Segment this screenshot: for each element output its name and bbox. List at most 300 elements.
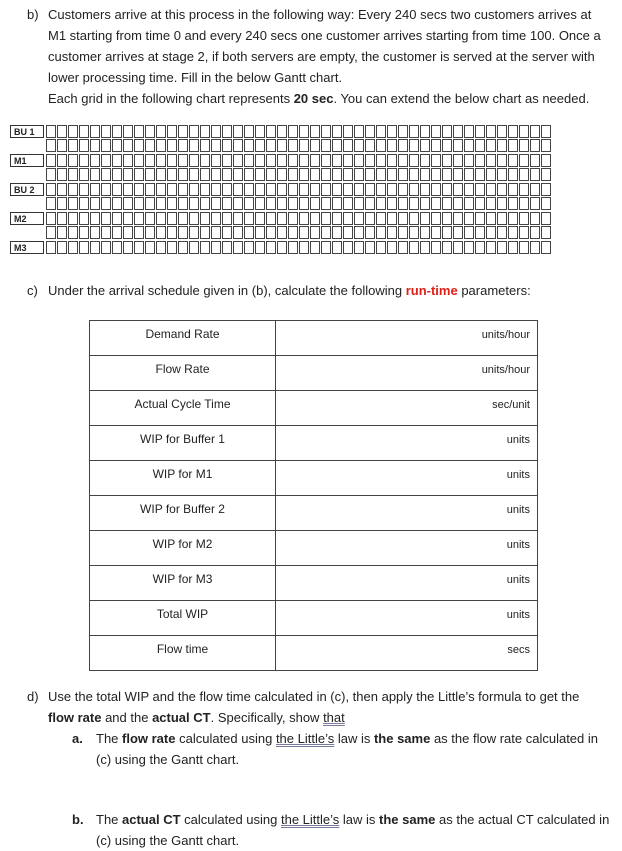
gantt-cell[interactable] xyxy=(475,183,485,196)
gantt-cell[interactable] xyxy=(57,168,67,181)
gantt-cell[interactable] xyxy=(541,226,551,239)
gantt-cell[interactable] xyxy=(68,212,78,225)
gantt-cell[interactable] xyxy=(233,197,243,210)
gantt-cell[interactable] xyxy=(475,139,485,152)
gantt-cell[interactable] xyxy=(244,125,254,138)
gantt-cell[interactable] xyxy=(145,154,155,167)
gantt-cell[interactable] xyxy=(453,197,463,210)
gantt-cell[interactable] xyxy=(244,183,254,196)
gantt-cell[interactable] xyxy=(134,125,144,138)
gantt-cell[interactable] xyxy=(475,125,485,138)
gantt-cell[interactable] xyxy=(332,212,342,225)
gantt-cell[interactable] xyxy=(508,241,518,254)
gantt-cell[interactable] xyxy=(431,168,441,181)
gantt-cell[interactable] xyxy=(288,139,298,152)
gantt-cell[interactable] xyxy=(79,212,89,225)
gantt-cell[interactable] xyxy=(321,168,331,181)
gantt-cell[interactable] xyxy=(453,139,463,152)
parameter-value-cell[interactable]: units xyxy=(276,601,538,636)
gantt-cell[interactable] xyxy=(442,197,452,210)
gantt-cell[interactable] xyxy=(189,139,199,152)
gantt-cell[interactable] xyxy=(156,183,166,196)
gantt-cell[interactable] xyxy=(332,183,342,196)
gantt-cell[interactable] xyxy=(530,241,540,254)
gantt-cell[interactable] xyxy=(79,226,89,239)
gantt-cell[interactable] xyxy=(365,154,375,167)
gantt-cell[interactable] xyxy=(255,197,265,210)
gantt-cell[interactable] xyxy=(189,168,199,181)
gantt-cell[interactable] xyxy=(530,197,540,210)
gantt-cell[interactable] xyxy=(431,226,441,239)
gantt-cell[interactable] xyxy=(475,168,485,181)
gantt-cell[interactable] xyxy=(365,241,375,254)
gantt-cell[interactable] xyxy=(508,154,518,167)
gantt-cell[interactable] xyxy=(475,212,485,225)
gantt-cell[interactable] xyxy=(497,212,507,225)
gantt-cell[interactable] xyxy=(387,125,397,138)
gantt-cell[interactable] xyxy=(277,125,287,138)
gantt-cell[interactable] xyxy=(442,125,452,138)
gantt-cell[interactable] xyxy=(332,197,342,210)
gantt-cell[interactable] xyxy=(79,197,89,210)
gantt-cell[interactable] xyxy=(530,154,540,167)
gantt-cell[interactable] xyxy=(409,197,419,210)
gantt-cell[interactable] xyxy=(200,197,210,210)
gantt-cell[interactable] xyxy=(398,139,408,152)
gantt-cell[interactable] xyxy=(211,139,221,152)
gantt-cell[interactable] xyxy=(376,139,386,152)
gantt-cell[interactable] xyxy=(332,125,342,138)
gantt-cell[interactable] xyxy=(409,125,419,138)
gantt-cell[interactable] xyxy=(343,197,353,210)
gantt-cell[interactable] xyxy=(310,226,320,239)
gantt-cell[interactable] xyxy=(266,226,276,239)
gantt-cell[interactable] xyxy=(277,154,287,167)
gantt-cell[interactable] xyxy=(156,241,166,254)
gantt-cell[interactable] xyxy=(519,168,529,181)
gantt-cell[interactable] xyxy=(508,168,518,181)
gantt-cell[interactable] xyxy=(321,212,331,225)
gantt-cell[interactable] xyxy=(189,197,199,210)
gantt-cell[interactable] xyxy=(541,139,551,152)
gantt-cell[interactable] xyxy=(145,241,155,254)
gantt-cell[interactable] xyxy=(101,241,111,254)
gantt-cell[interactable] xyxy=(233,139,243,152)
gantt-cell[interactable] xyxy=(167,197,177,210)
gantt-cell[interactable] xyxy=(222,212,232,225)
gantt-cell[interactable] xyxy=(79,183,89,196)
gantt-cell[interactable] xyxy=(145,197,155,210)
gantt-cell[interactable] xyxy=(497,168,507,181)
gantt-cell[interactable] xyxy=(409,226,419,239)
gantt-cell[interactable] xyxy=(189,154,199,167)
gantt-cell[interactable] xyxy=(200,226,210,239)
gantt-cell[interactable] xyxy=(255,241,265,254)
gantt-cell[interactable] xyxy=(90,241,100,254)
gantt-cell[interactable] xyxy=(530,212,540,225)
parameter-value-cell[interactable]: units xyxy=(276,496,538,531)
gantt-cell[interactable] xyxy=(68,241,78,254)
gantt-cell[interactable] xyxy=(376,125,386,138)
gantt-cell[interactable] xyxy=(486,241,496,254)
gantt-cell[interactable] xyxy=(354,125,364,138)
gantt-cell[interactable] xyxy=(57,226,67,239)
gantt-cell[interactable] xyxy=(288,197,298,210)
gantt-cell[interactable] xyxy=(530,226,540,239)
gantt-cell[interactable] xyxy=(233,241,243,254)
gantt-cell[interactable] xyxy=(266,139,276,152)
gantt-cell[interactable] xyxy=(365,139,375,152)
gantt-cell[interactable] xyxy=(46,125,56,138)
gantt-cell[interactable] xyxy=(277,241,287,254)
gantt-cell[interactable] xyxy=(101,183,111,196)
gantt-cell[interactable] xyxy=(178,241,188,254)
gantt-cell[interactable] xyxy=(123,183,133,196)
gantt-cell[interactable] xyxy=(101,154,111,167)
gantt-cell[interactable] xyxy=(222,154,232,167)
gantt-cell[interactable] xyxy=(145,212,155,225)
gantt-cell[interactable] xyxy=(233,226,243,239)
gantt-cell[interactable] xyxy=(497,154,507,167)
gantt-cell[interactable] xyxy=(211,197,221,210)
gantt-cell[interactable] xyxy=(376,212,386,225)
gantt-cell[interactable] xyxy=(398,125,408,138)
gantt-cell[interactable] xyxy=(255,226,265,239)
gantt-cell[interactable] xyxy=(288,241,298,254)
gantt-cell[interactable] xyxy=(167,168,177,181)
gantt-cell[interactable] xyxy=(222,183,232,196)
gantt-cell[interactable] xyxy=(90,212,100,225)
gantt-cell[interactable] xyxy=(310,168,320,181)
gantt-cell[interactable] xyxy=(299,183,309,196)
gantt-cell[interactable] xyxy=(79,241,89,254)
gantt-cell[interactable] xyxy=(156,139,166,152)
gantt-cell[interactable] xyxy=(189,226,199,239)
gantt-cell[interactable] xyxy=(541,183,551,196)
gantt-cell[interactable] xyxy=(299,154,309,167)
gantt-cell[interactable] xyxy=(409,139,419,152)
gantt-cell[interactable] xyxy=(376,154,386,167)
gantt-cell[interactable] xyxy=(277,197,287,210)
gantt-cell[interactable] xyxy=(343,139,353,152)
gantt-cell[interactable] xyxy=(134,212,144,225)
gantt-cell[interactable] xyxy=(387,154,397,167)
gantt-cell[interactable] xyxy=(387,241,397,254)
gantt-cell[interactable] xyxy=(134,139,144,152)
gantt-cell[interactable] xyxy=(112,125,122,138)
gantt-cell[interactable] xyxy=(112,154,122,167)
gantt-cell[interactable] xyxy=(376,168,386,181)
gantt-cell[interactable] xyxy=(233,154,243,167)
gantt-cell[interactable] xyxy=(354,226,364,239)
gantt-cell[interactable] xyxy=(376,197,386,210)
gantt-cell[interactable] xyxy=(486,168,496,181)
gantt-cell[interactable] xyxy=(486,139,496,152)
gantt-cell[interactable] xyxy=(233,125,243,138)
gantt-cell[interactable] xyxy=(442,139,452,152)
gantt-cell[interactable] xyxy=(211,241,221,254)
gantt-cell[interactable] xyxy=(530,168,540,181)
gantt-cell[interactable] xyxy=(431,183,441,196)
gantt-cell[interactable] xyxy=(167,154,177,167)
gantt-cell[interactable] xyxy=(266,197,276,210)
gantt-cell[interactable] xyxy=(475,241,485,254)
gantt-cell[interactable] xyxy=(189,125,199,138)
gantt-cell[interactable] xyxy=(420,125,430,138)
gantt-cell[interactable] xyxy=(442,183,452,196)
gantt-cell[interactable] xyxy=(57,241,67,254)
gantt-cell[interactable] xyxy=(200,125,210,138)
gantt-cell[interactable] xyxy=(46,197,56,210)
gantt-cell[interactable] xyxy=(46,139,56,152)
gantt-cell[interactable] xyxy=(123,197,133,210)
gantt-cell[interactable] xyxy=(541,154,551,167)
gantt-cell[interactable] xyxy=(321,139,331,152)
gantt-cell[interactable] xyxy=(145,183,155,196)
gantt-cell[interactable] xyxy=(310,139,320,152)
gantt-cell[interactable] xyxy=(255,139,265,152)
gantt-cell[interactable] xyxy=(101,212,111,225)
gantt-cell[interactable] xyxy=(211,183,221,196)
gantt-cell[interactable] xyxy=(222,226,232,239)
gantt-cell[interactable] xyxy=(46,168,56,181)
gantt-cell[interactable] xyxy=(57,212,67,225)
gantt-cell[interactable] xyxy=(46,154,56,167)
gantt-cell[interactable] xyxy=(442,226,452,239)
gantt-cell[interactable] xyxy=(101,197,111,210)
gantt-cell[interactable] xyxy=(112,168,122,181)
gantt-cell[interactable] xyxy=(464,197,474,210)
gantt-cell[interactable] xyxy=(90,183,100,196)
gantt-cell[interactable] xyxy=(156,226,166,239)
gantt-cell[interactable] xyxy=(178,154,188,167)
gantt-cell[interactable] xyxy=(519,154,529,167)
parameter-value-cell[interactable]: units/hour xyxy=(276,321,538,356)
gantt-cell[interactable] xyxy=(420,168,430,181)
gantt-cell[interactable] xyxy=(354,168,364,181)
gantt-cell[interactable] xyxy=(365,226,375,239)
gantt-cell[interactable] xyxy=(431,139,441,152)
gantt-cell[interactable] xyxy=(486,183,496,196)
gantt-cell[interactable] xyxy=(211,154,221,167)
gantt-cell[interactable] xyxy=(134,241,144,254)
gantt-cell[interactable] xyxy=(200,154,210,167)
gantt-cell[interactable] xyxy=(343,125,353,138)
gantt-cell[interactable] xyxy=(332,168,342,181)
gantt-cell[interactable] xyxy=(409,168,419,181)
gantt-cell[interactable] xyxy=(299,125,309,138)
gantt-cell[interactable] xyxy=(354,241,364,254)
gantt-cell[interactable] xyxy=(200,212,210,225)
gantt-cell[interactable] xyxy=(299,168,309,181)
gantt-cell[interactable] xyxy=(420,139,430,152)
gantt-cell[interactable] xyxy=(376,241,386,254)
gantt-cell[interactable] xyxy=(354,154,364,167)
gantt-cell[interactable] xyxy=(409,154,419,167)
gantt-cell[interactable] xyxy=(387,197,397,210)
gantt-cell[interactable] xyxy=(453,168,463,181)
gantt-cell[interactable] xyxy=(409,212,419,225)
gantt-cell[interactable] xyxy=(299,241,309,254)
gantt-cell[interactable] xyxy=(464,125,474,138)
gantt-cell[interactable] xyxy=(90,197,100,210)
gantt-cell[interactable] xyxy=(112,241,122,254)
gantt-cell[interactable] xyxy=(112,226,122,239)
gantt-cell[interactable] xyxy=(145,125,155,138)
gantt-cell[interactable] xyxy=(541,212,551,225)
gantt-cell[interactable] xyxy=(112,139,122,152)
gantt-cell[interactable] xyxy=(387,226,397,239)
gantt-cell[interactable] xyxy=(167,125,177,138)
gantt-cell[interactable] xyxy=(222,139,232,152)
gantt-cell[interactable] xyxy=(321,125,331,138)
gantt-cell[interactable] xyxy=(178,139,188,152)
gantt-cell[interactable] xyxy=(442,241,452,254)
gantt-cell[interactable] xyxy=(79,168,89,181)
gantt-cell[interactable] xyxy=(167,183,177,196)
gantt-cell[interactable] xyxy=(519,183,529,196)
parameter-value-cell[interactable]: units xyxy=(276,426,538,461)
gantt-cell[interactable] xyxy=(464,183,474,196)
gantt-cell[interactable] xyxy=(387,212,397,225)
gantt-cell[interactable] xyxy=(57,125,67,138)
gantt-cell[interactable] xyxy=(79,125,89,138)
gantt-cell[interactable] xyxy=(321,226,331,239)
gantt-cell[interactable] xyxy=(365,197,375,210)
gantt-cell[interactable] xyxy=(541,197,551,210)
gantt-cell[interactable] xyxy=(288,183,298,196)
gantt-cell[interactable] xyxy=(519,241,529,254)
gantt-cell[interactable] xyxy=(46,226,56,239)
gantt-cell[interactable] xyxy=(57,197,67,210)
gantt-cell[interactable] xyxy=(464,168,474,181)
gantt-cell[interactable] xyxy=(343,168,353,181)
parameter-value-cell[interactable]: secs xyxy=(276,636,538,671)
gantt-cell[interactable] xyxy=(387,139,397,152)
gantt-cell[interactable] xyxy=(123,226,133,239)
gantt-cell[interactable] xyxy=(398,226,408,239)
gantt-cell[interactable] xyxy=(497,139,507,152)
gantt-cell[interactable] xyxy=(288,125,298,138)
gantt-cell[interactable] xyxy=(68,139,78,152)
gantt-cell[interactable] xyxy=(343,154,353,167)
gantt-cell[interactable] xyxy=(431,197,441,210)
gantt-cell[interactable] xyxy=(508,183,518,196)
gantt-cell[interactable] xyxy=(178,125,188,138)
gantt-cell[interactable] xyxy=(222,197,232,210)
gantt-cell[interactable] xyxy=(497,241,507,254)
gantt-cell[interactable] xyxy=(211,125,221,138)
gantt-cell[interactable] xyxy=(332,241,342,254)
gantt-cell[interactable] xyxy=(299,226,309,239)
gantt-cell[interactable] xyxy=(530,183,540,196)
gantt-cell[interactable] xyxy=(277,226,287,239)
gantt-cell[interactable] xyxy=(178,226,188,239)
gantt-cell[interactable] xyxy=(233,168,243,181)
gantt-cell[interactable] xyxy=(57,183,67,196)
gantt-cell[interactable] xyxy=(464,139,474,152)
gantt-cell[interactable] xyxy=(420,154,430,167)
gantt-cell[interactable] xyxy=(398,183,408,196)
gantt-cell[interactable] xyxy=(189,183,199,196)
gantt-cell[interactable] xyxy=(167,212,177,225)
gantt-cell[interactable] xyxy=(288,168,298,181)
gantt-cell[interactable] xyxy=(90,226,100,239)
gantt-cell[interactable] xyxy=(332,139,342,152)
gantt-cell[interactable] xyxy=(288,212,298,225)
gantt-cell[interactable] xyxy=(464,241,474,254)
gantt-cell[interactable] xyxy=(486,226,496,239)
gantt-cell[interactable] xyxy=(464,226,474,239)
gantt-cell[interactable] xyxy=(79,154,89,167)
gantt-cell[interactable] xyxy=(266,212,276,225)
gantt-cell[interactable] xyxy=(464,154,474,167)
gantt-cell[interactable] xyxy=(134,154,144,167)
gantt-cell[interactable] xyxy=(90,154,100,167)
gantt-cell[interactable] xyxy=(398,197,408,210)
gantt-cell[interactable] xyxy=(431,241,441,254)
gantt-cell[interactable] xyxy=(486,197,496,210)
gantt-cell[interactable] xyxy=(310,241,320,254)
gantt-cell[interactable] xyxy=(277,183,287,196)
gantt-cell[interactable] xyxy=(310,197,320,210)
gantt-cell[interactable] xyxy=(453,154,463,167)
gantt-cell[interactable] xyxy=(101,168,111,181)
gantt-cell[interactable] xyxy=(431,154,441,167)
gantt-cell[interactable] xyxy=(299,212,309,225)
gantt-cell[interactable] xyxy=(508,226,518,239)
gantt-cell[interactable] xyxy=(343,226,353,239)
gantt-cell[interactable] xyxy=(255,125,265,138)
gantt-cell[interactable] xyxy=(442,154,452,167)
gantt-cell[interactable] xyxy=(310,212,320,225)
gantt-cell[interactable] xyxy=(189,241,199,254)
gantt-cell[interactable] xyxy=(420,212,430,225)
parameter-value-cell[interactable]: sec/unit xyxy=(276,391,538,426)
gantt-cell[interactable] xyxy=(134,183,144,196)
gantt-cell[interactable] xyxy=(68,168,78,181)
gantt-cell[interactable] xyxy=(200,241,210,254)
gantt-cell[interactable] xyxy=(101,226,111,239)
gantt-cell[interactable] xyxy=(354,197,364,210)
gantt-cell[interactable] xyxy=(178,197,188,210)
gantt-cell[interactable] xyxy=(508,125,518,138)
gantt-cell[interactable] xyxy=(431,212,441,225)
parameter-value-cell[interactable]: units/hour xyxy=(276,356,538,391)
gantt-cell[interactable] xyxy=(475,197,485,210)
gantt-cell[interactable] xyxy=(277,168,287,181)
gantt-cell[interactable] xyxy=(486,125,496,138)
gantt-cell[interactable] xyxy=(442,168,452,181)
gantt-cell[interactable] xyxy=(541,241,551,254)
gantt-cell[interactable] xyxy=(497,197,507,210)
gantt-cell[interactable] xyxy=(354,183,364,196)
gantt-cell[interactable] xyxy=(310,125,320,138)
gantt-cell[interactable] xyxy=(266,168,276,181)
gantt-cell[interactable] xyxy=(233,183,243,196)
gantt-cell[interactable] xyxy=(332,226,342,239)
gantt-cell[interactable] xyxy=(123,168,133,181)
gantt-cell[interactable] xyxy=(354,212,364,225)
gantt-cell[interactable] xyxy=(266,241,276,254)
gantt-cell[interactable] xyxy=(200,168,210,181)
gantt-cell[interactable] xyxy=(255,183,265,196)
gantt-cell[interactable] xyxy=(365,125,375,138)
gantt-cell[interactable] xyxy=(46,241,56,254)
gantt-cell[interactable] xyxy=(497,183,507,196)
gantt-cell[interactable] xyxy=(508,212,518,225)
gantt-cell[interactable] xyxy=(420,241,430,254)
